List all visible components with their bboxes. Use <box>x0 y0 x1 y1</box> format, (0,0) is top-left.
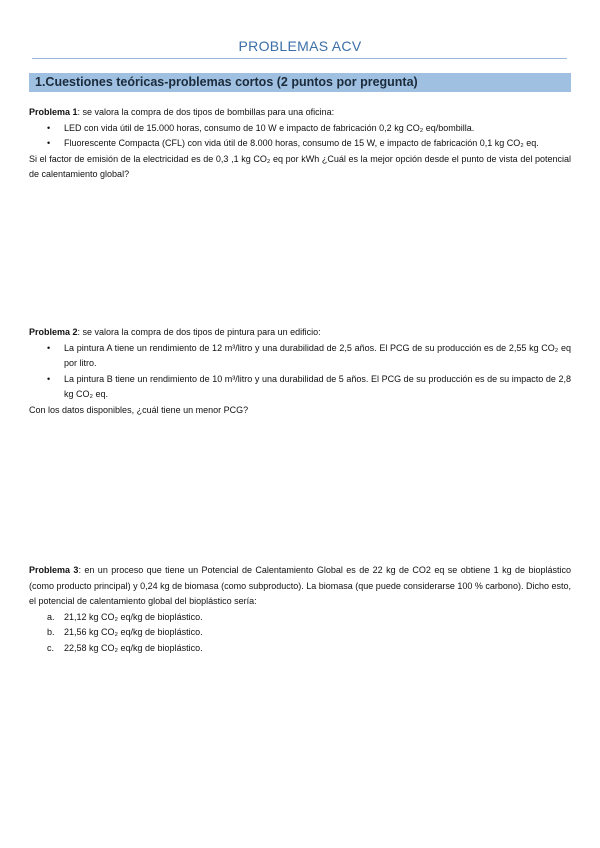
problem-1-intro: : se valora la compra de dos tipos de bombillas para una oficina: <box>77 107 335 117</box>
problem-3-label: Problema 3 <box>29 565 79 575</box>
option-text: 22,58 kg CO₂ eq/kg de bioplástico. <box>64 642 203 653</box>
page-title: PROBLEMAS ACV <box>238 38 362 54</box>
bullet-icon: • <box>47 138 51 148</box>
option-letter: c. <box>47 642 55 653</box>
option-item <box>29 610 571 626</box>
problem-3-options <box>29 610 571 657</box>
problem-1 <box>29 105 571 183</box>
bullet-icon: • <box>47 373 51 384</box>
option-item <box>29 641 571 657</box>
bullet-icon: • <box>47 342 51 353</box>
option-letter: a. <box>47 611 55 622</box>
problem-1-label: Problema 1 <box>29 107 78 117</box>
problem-2-label: Problema 2 <box>29 327 78 337</box>
problem-2-list <box>29 341 571 403</box>
problem-2-intro: : se valora la compra de dos tipos de pintura para un edificio: <box>77 327 321 337</box>
bullet-icon: • <box>47 122 51 133</box>
problem-3 <box>29 563 571 656</box>
option-text: 21,56 kg CO₂ eq/kg de bioplástico. <box>64 627 203 637</box>
option-text: 21,12 kg CO₂ eq/kg de bioplástico. <box>64 611 203 622</box>
list-item-text: Fluorescente Compacta (CFL) con vida útil de 8.000 horas, consumo de 15 W, e impacto de fabricación 0,1 kg CO₂ eq. <box>64 138 539 148</box>
problem-1-lead <box>29 105 571 121</box>
list-item-text: LED con vida útil de 15.000 horas, consumo de 10 W e impacto de fabricación 0,2 kg CO₂ eq/bombilla. <box>64 122 475 133</box>
problem-2-question: Con los datos disponibles, ¿cuál tiene un menor PCG? <box>29 404 249 415</box>
problem-3-lead <box>29 563 571 610</box>
list-item <box>29 136 571 152</box>
option-item <box>29 625 571 641</box>
problem-2 <box>29 325 571 418</box>
problem-1-question: Si el factor de emisión de la electricidad es de 0,3 ,1 kg CO₂ eq por kWh ¿Cuál es la mejor opción desde el punto de vista del potencial de calentamiento global? <box>29 153 571 179</box>
list-item <box>29 341 571 372</box>
list-item-text: La pintura B tiene un rendimiento de 10 m³/litro y una durabilidad de 5 años. El PCG de su producción es de su impacto de 2,8 kg CO₂ eq. <box>64 373 571 399</box>
option-letter: b. <box>47 627 55 637</box>
list-item <box>29 372 571 403</box>
problem-2-lead <box>29 325 571 341</box>
list-item-text: La pintura A tiene un rendimiento de 12 m³/litro y una durabilidad de 2,5 años. El PCG de su producción es de 2,55 kg CO₂ eq por litro. <box>64 342 571 368</box>
title-divider <box>32 58 567 59</box>
problem-3-intro: : en un proceso que tiene un Potencial de Calentamiento Global es de 22 kg de CO2 eq se obtiene 1 kg de bioplástico (como producto principal) y 0,24 kg de biomasa (como subproducto). La biomasa (que puede considerarse 100 % carbono). Dicho esto, el potencial de calentamiento global del bioplástico sería: <box>29 565 571 606</box>
section-heading: 1.Cuestiones teóricas-problemas cortos (2 puntos por pregunta) <box>29 73 571 92</box>
problem-1-list <box>29 121 571 152</box>
list-item <box>29 121 571 137</box>
